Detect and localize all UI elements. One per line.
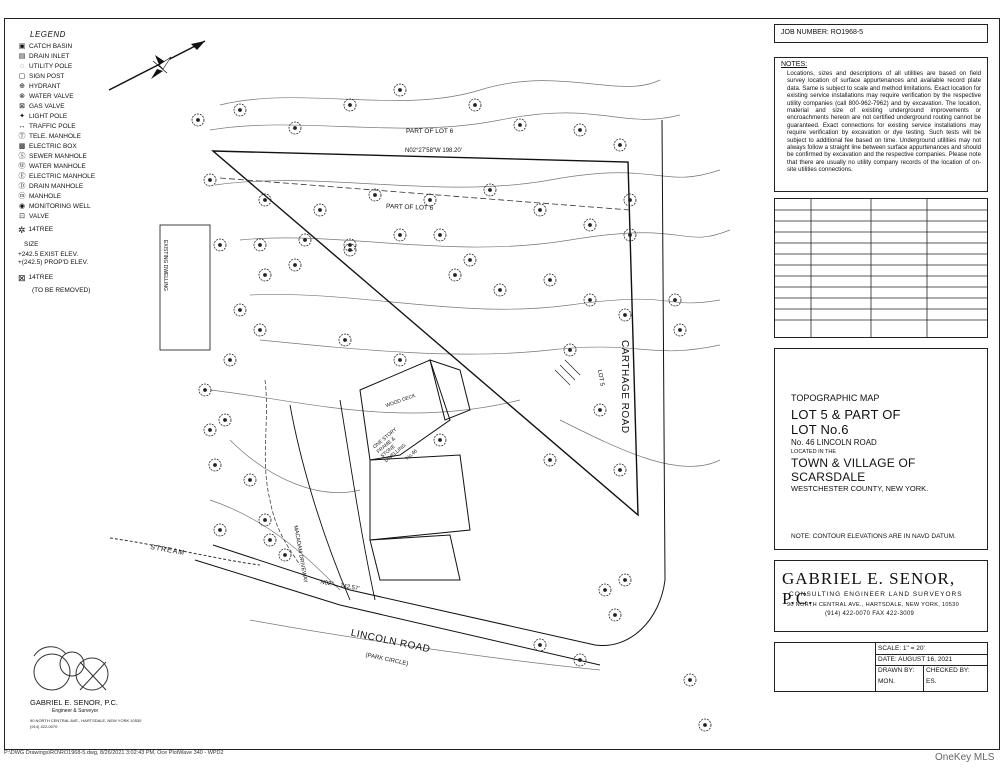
label-house-number: No.46	[404, 448, 419, 462]
tree-icon	[534, 639, 546, 651]
legend-prop-elev: +(242.5) PROP'D ELEV.	[18, 259, 89, 266]
tree-icon	[204, 174, 216, 186]
legend-symbol-icon: ⊗	[19, 93, 25, 100]
checked-by-value: ES.	[926, 678, 937, 685]
tree-icon	[684, 674, 696, 686]
title-block	[774, 348, 988, 550]
legend-item-label: TRAFFIC POLE	[29, 122, 76, 130]
located-in: LOCATED IN THE	[791, 449, 837, 455]
tree-icon	[469, 99, 481, 111]
map-type: TOPOGRAPHIC MAP	[791, 393, 880, 403]
town-line-1: TOWN & VILLAGE OF	[791, 456, 916, 470]
legend-symbol-icon: ▩	[18, 143, 26, 150]
firm-name: GABRIEL E. SENOR, P.C.	[782, 569, 956, 608]
tree-icon	[544, 454, 556, 466]
tree-icon	[209, 459, 221, 471]
tree-icon	[594, 404, 606, 416]
tree-icon	[574, 124, 586, 136]
revisions-grid	[775, 199, 987, 337]
tree-icon	[534, 204, 546, 216]
tree-icon	[394, 84, 406, 96]
tree-icon	[544, 274, 556, 286]
tree-icon	[289, 259, 301, 271]
lot-line-1: LOT 5 & PART OF	[791, 407, 901, 422]
firm-logo-icon	[28, 640, 118, 695]
drawn-cell	[875, 665, 924, 691]
legend-exist-elev: +242.5 EXIST ELEV.	[18, 250, 79, 258]
logo-phone: (914) 422-0070	[30, 724, 58, 729]
tree-icon	[599, 584, 611, 596]
tree-icon	[584, 219, 596, 231]
notes-body: Locations, sizes and descriptions of all utilities are based on field survey location of surface appurtenances and available record plate data. Same is subject to scale and method limitations. Exact location for existing service installations may require verification by the respective utility companies (call 800-962-7962) and by excavation. The location, material and size of existing underground improvements or encroachments hereon are not certified underground routing cannot be guaranteed. Exact connections for existing service installations may require verification by excavation or dye testing. Such tests will be subject to additional fee based on time. Underground utilities may not always follow a straight line between surface appurtenances and should be confirmed by excavation and the respective companies. Please note that there are usually no utility company records of the location of on-site utilities connections.	[787, 70, 981, 174]
notes-box	[774, 57, 988, 192]
legend-item-label: SIGN POST	[29, 72, 65, 80]
tree-icon	[564, 344, 576, 356]
checked-by-label: CHECKED BY:	[926, 667, 970, 674]
legend-symbol-icon: Ⓣ	[18, 133, 26, 140]
tree-icon	[514, 119, 526, 131]
tree-icon	[214, 239, 226, 251]
legend-removed-tree-label: 14TREE	[28, 273, 54, 281]
label-existing-dwelling: EXISTING DWELLING	[162, 240, 168, 291]
tree-icon	[244, 474, 256, 486]
tree-icon	[394, 229, 406, 241]
label-bearing-top: N02°27'58"W 198.20'	[405, 148, 462, 154]
tree-icon	[609, 609, 621, 621]
lot-line-2: LOT No.6	[791, 422, 849, 437]
label-part-of-lot6-top: PART OF LOT 6	[406, 128, 454, 135]
tree-icon	[264, 534, 276, 546]
county: WESTCHESTER COUNTY, NEW YORK.	[791, 484, 929, 493]
tree-icon	[584, 294, 596, 306]
legend-symbol-icon: ⊕	[19, 83, 25, 90]
legend-size-label: SIZE	[24, 241, 39, 248]
tree-icon	[219, 414, 231, 426]
legend-tree-label: 14TREE	[28, 226, 54, 234]
legend-item-label: ELECTRIC MANHOLE	[29, 172, 96, 180]
tree-icon	[339, 334, 351, 346]
tree-icon	[434, 229, 446, 241]
label-park-circle: (PARK CIRCLE)	[364, 652, 409, 668]
legend-title: LEGEND	[30, 30, 66, 39]
date-label: DATE: AUGUST 16, 2021	[878, 656, 953, 663]
tree-icon	[254, 239, 266, 251]
legend-symbol-icon: ⊡	[19, 213, 25, 220]
notes-title: NOTES:	[781, 61, 808, 68]
label-wood-deck: WOOD DECK	[384, 392, 417, 410]
tree-icon	[204, 424, 216, 436]
label-part-of-lot6-mid: PART OF LOT 6	[385, 203, 434, 212]
legend-symbol-icon: Ⓦ	[18, 163, 26, 170]
drawn-by-label: DRAWN BY:	[878, 667, 915, 674]
label-lot5: LOT 5	[595, 369, 605, 387]
tree-icon	[214, 524, 226, 536]
label-carthage-road: CARTHAGE ROAD	[619, 340, 630, 434]
legend-item-label: VALVE	[29, 212, 49, 220]
tree-icon	[464, 254, 476, 266]
legend-item-label: MONITORING WELL	[29, 202, 91, 210]
legend-symbol-icon: ⓜ	[18, 193, 26, 200]
contour-lines	[210, 80, 730, 670]
tree-icon	[254, 324, 266, 336]
tree-icon	[259, 269, 271, 281]
legend-symbol-icon: ◌	[19, 63, 25, 70]
tree-icon: ✲	[18, 225, 26, 235]
drawn-by-value: MON.	[878, 678, 895, 685]
tree-icon	[394, 354, 406, 366]
legend-item-label: GAS VALVE	[29, 102, 65, 110]
legend-item-label: WATER VALVE	[29, 92, 74, 100]
tree-icon	[289, 122, 301, 134]
tree-icon	[699, 719, 711, 731]
scale-label: SCALE: 1" = 20'	[878, 645, 925, 652]
job-number-box	[774, 24, 988, 43]
tree-icon	[192, 114, 204, 126]
legend-symbol-icon: ▤	[18, 53, 26, 60]
legend-item-label: UTILITY POLE	[29, 62, 73, 70]
legend-symbol-icon: Ⓔ	[18, 173, 26, 180]
tree-icon	[279, 549, 291, 561]
tree-icon	[344, 99, 356, 111]
legend-symbol-icon: ⊠	[19, 103, 25, 110]
plot-path: P:\DWG Drawings\RO\RO1968-5.dwg, 8/26/2021 3:02:43 PM, Oce PlotWave 340 - WPD2	[4, 750, 224, 756]
tree-icon	[224, 354, 236, 366]
legend-item-label: HYDRANT	[29, 82, 61, 90]
legend-item-label: ELECTRIC BOX	[29, 142, 77, 150]
tree-icon	[669, 294, 681, 306]
address: No. 46 LINCOLN ROAD	[791, 438, 877, 447]
tree-icon	[434, 434, 446, 446]
tree-icon	[259, 514, 271, 526]
tree-icon	[234, 104, 246, 116]
legend-removed-label: (TO BE REMOVED)	[32, 286, 91, 294]
tree-icon	[674, 324, 686, 336]
firm-subtitle: CONSULTING ENGINEER LAND SURVEYORS	[789, 591, 963, 598]
legend-symbol-icon: Ⓓ	[18, 183, 26, 190]
datum-note: NOTE: CONTOUR ELEVATIONS ARE IN NAVD DATUM.	[791, 533, 956, 540]
label-house: ONE STORY FRAME & STONE DWELLING	[371, 426, 408, 465]
tree-icon	[614, 464, 626, 476]
tree-icon	[449, 269, 461, 281]
legend-item-label: CATCH BASIN	[29, 42, 73, 50]
firm-block	[774, 560, 988, 632]
tree-icon	[619, 309, 631, 321]
legend-item-label: SEWER MANHOLE	[29, 152, 87, 160]
logo-address: 90 NORTH CENTRAL AVE., HARTSDALE, NEW YORK 10530	[30, 718, 142, 723]
legend-symbol-icon: Ⓢ	[18, 153, 26, 160]
tree-icon	[484, 184, 496, 196]
tree-icon	[494, 284, 506, 296]
house-outline	[360, 360, 470, 580]
site-plan	[100, 60, 765, 750]
legend-item-label: LIGHT POLE	[29, 112, 68, 120]
checked-cell	[923, 665, 987, 691]
legend-symbol-icon: ▢	[18, 73, 26, 80]
tree-icon	[619, 574, 631, 586]
legend-symbol-icon: ↔	[18, 123, 26, 130]
town-line-2: SCARSDALE	[791, 470, 866, 484]
tree-icon	[199, 384, 211, 396]
tree-icon	[614, 139, 626, 151]
info-block	[774, 642, 988, 692]
revisions-table	[774, 198, 988, 338]
legend-symbol-icon: ✦	[19, 113, 25, 120]
logo-name: GABRIEL E. SENOR, P.C.	[30, 698, 118, 707]
label-macadam-driveway: MACADAM DRIVEWAY	[292, 525, 309, 584]
firm-phone: (914) 422-0070 FAX 422-3009	[825, 611, 915, 617]
legend-symbol-icon: ▣	[18, 43, 26, 50]
legend-item-label: DRAIN INLET	[29, 52, 70, 60]
job-number: JOB NUMBER: RO1968-5	[781, 29, 864, 36]
tree-icon	[624, 194, 636, 206]
legend-item-label: MANHOLE	[29, 192, 62, 200]
label-lincoln-road: LINCOLN ROAD	[349, 627, 432, 656]
tree-icon	[369, 189, 381, 201]
firm-address: 90 NORTH CENTRAL AVE., HARTSDALE, NEW YORK, 10530	[787, 602, 959, 608]
legend-symbol-icon: ◉	[18, 203, 26, 210]
logo-tagline: Engineer & Surveyor	[52, 708, 99, 714]
tree-icon	[299, 234, 311, 246]
legend-item-label: TELE. MANHOLE	[29, 132, 82, 140]
legend-item-label: DRAIN MANHOLE	[29, 182, 84, 190]
removed-tree-icon: ⊠	[18, 272, 26, 283]
tree-icon	[314, 204, 326, 216]
legend-item-label: WATER MANHOLE	[29, 162, 86, 170]
watermark: OneKey MLS	[935, 752, 995, 763]
tree-icon	[234, 304, 246, 316]
tree-icon	[574, 654, 586, 666]
label-bearing-bottom: N02°... 142.57'	[319, 579, 360, 593]
info-left-blank	[775, 643, 876, 691]
label-stream: STREAM	[149, 543, 186, 558]
